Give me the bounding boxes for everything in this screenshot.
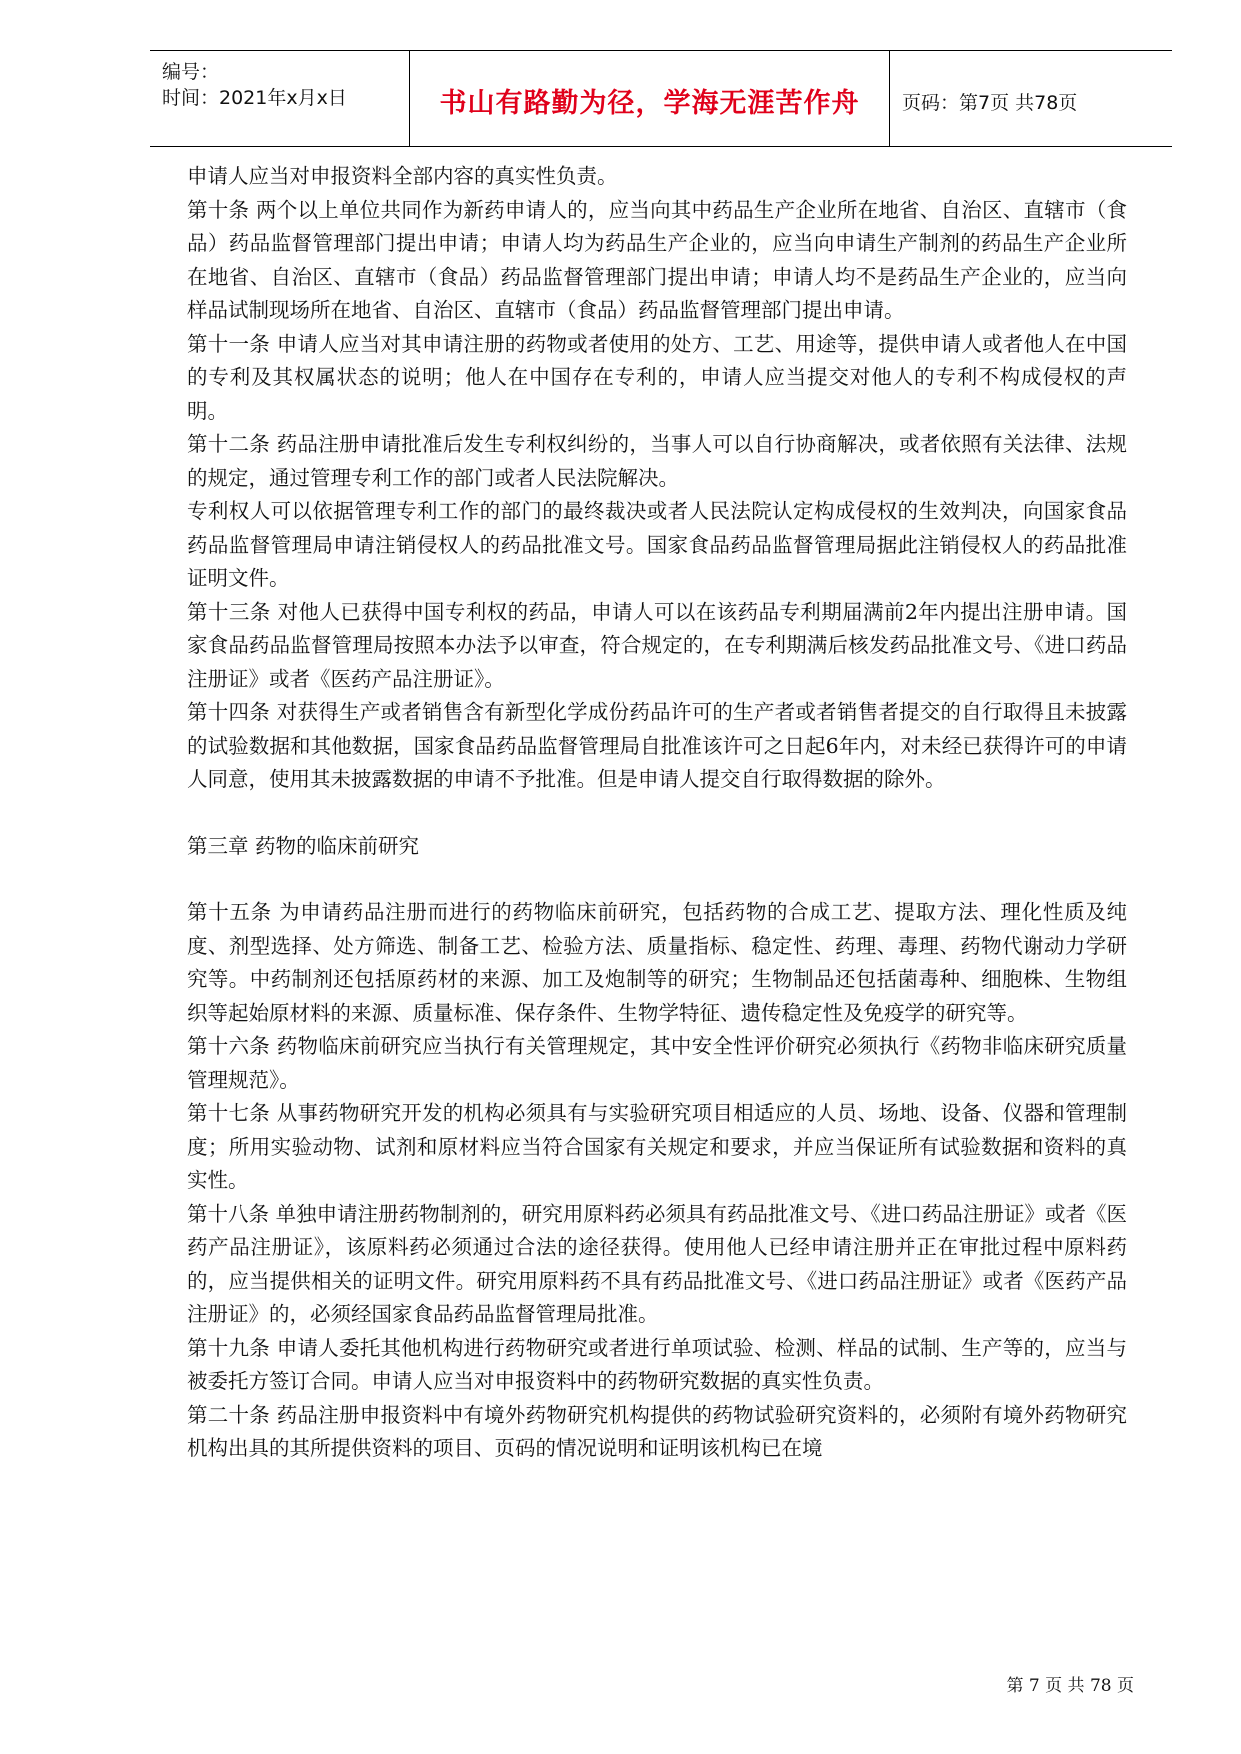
paragraph: 第十六条 药物临床前研究应当执行有关管理规定，其中安全性评价研究必须执行《药物非临床研究质量管理规范》。 [187,1034,1127,1092]
paragraph: 第十七条 从事药物研究开发的机构必须具有与实验研究项目相适应的人员、场地、设备、仪器和管理制度；所用实验动物、试剂和原材料应当符合国家有关规定和要求，并应当保证所有试验数据和资料的真实性。 [187,1101,1127,1192]
paragraph: 第十条 两个以上单位共同作为新药申请人的，应当向其中药品生产企业所在地省、自治区、直辖市（食品）药品监督管理部门提出申请；申请人均为药品生产企业的，应当向申请生产制剂的药品生产企业所在地省、自治区、直辖市（食品）药品监督管理部门提出申请；申请人均不是药品生产企业的，应当向样品试制现场所在地省、自治区、直辖市（食品）药品监督管理部门提出申请。 [187,197,1127,322]
page-header [150,50,1172,147]
paragraph: 第十四条 对获得生产或者销售含有新型化学成份药品许可的生产者或者销售者提交的自行取得且未披露的试验数据和其他数据，国家食品药品监督管理局自批准该许可之日起6年内，对未经已获得许可的申请人同意，使用其未披露数据的申请不予批准。但是申请人提交自行取得数据的除外。 [187,700,1127,791]
paragraph: 第二十条 药品注册申报资料中有境外药物研究机构提供的药物试验研究资料的，必须附有境外药物研究机构出具的其所提供资料的项目、页码的情况说明和证明该机构已在境 [187,1402,1127,1460]
code-label: 编号： [162,61,220,83]
paragraph: 第十五条 为申请药品注册而进行的药物临床前研究，包括药物的合成工艺、提取方法、理化性质及纯度、剂型选择、处方筛选、制备工艺、检验方法、质量指标、稳定性、药理、毒理、药物代谢动力学研究等。中药制剂还包括原药材的来源、加工及炮制等的研究；生物制品还包括菌毒种、细胞株、生物组织等起始原材料的来源、质量标准、保存条件、生物学特征、遗传稳定性及免疫学的研究等。 [187,900,1127,1025]
motto-text: 书山有路勤为径，学海无涯苦作舟 [439,88,860,119]
header-info-cell [150,51,410,146]
paragraph: 专利权人可以依据管理专利工作的部门的最终裁决或者人民法院认定构成侵权的生效判决，向国家食品药品监督管理局申请注销侵权人的药品批准文号。国家食品药品监督管理局据此注销侵权人的药品批准证明文件。 [187,499,1127,590]
paragraph: 第十一条 申请人应当对其申请注册的药物或者使用的处方、工艺、用途等，提供申请人或者他人在中国的专利及其权属状态的说明；他人在中国存在专利的，申请人应当提交对他人的专利不构成侵权的声明。 [187,331,1127,423]
header-page-label: 页码：第7页 共78页 [902,92,1078,114]
header-motto-cell [410,51,890,146]
paragraph: 第十二条 药品注册申请批准后发生专利权纠纷的，当事人可以自行协商解决，或者依照有关法律、法规的规定，通过管理专利工作的部门或者人民法院解决。 [187,432,1127,490]
chapter-title: 第三章 药物的临床前研究 [187,833,420,858]
paragraph: 申请人应当对申报资料全部内容的真实性负责。 [187,164,618,188]
page-footer: 第 7 页 共 78 页 [1006,1676,1134,1696]
time-label: 时间：2021年x月x日 [162,87,347,109]
paragraph: 第十八条 单独申请注册药物制剂的，研究用原料药必须具有药品批准文号、《进口药品注册证》或者《医药产品注册证》，该原料药必须通过合法的途径获得。使用他人已经申请注册并正在审批过程中原料药的，应当提供相关的证明文件。研究用原料药不具有药品批准文号、《进口药品注册证》或者《医药产品注册证》的，必须经国家食品药品监督管理局批准。 [187,1201,1127,1326]
header-page-cell [890,51,1172,146]
paragraph: 第十九条 申请人委托其他机构进行药物研究或者进行单项试验、检测、样品的试制、生产等的，应当与被委托方签订合同。申请人应当对申报资料中的药物研究数据的真实性负责。 [187,1335,1127,1393]
paragraph: 第十三条 对他人已获得中国专利权的药品，申请人可以在该药品专利期届满前2年内提出注册申请。国家食品药品监督管理局按照本办法予以审查，符合规定的，在专利期满后核发药品批准文号、《进口药品注册证》或者《医药产品注册证》。 [187,599,1127,691]
document-body [187,160,1127,1466]
